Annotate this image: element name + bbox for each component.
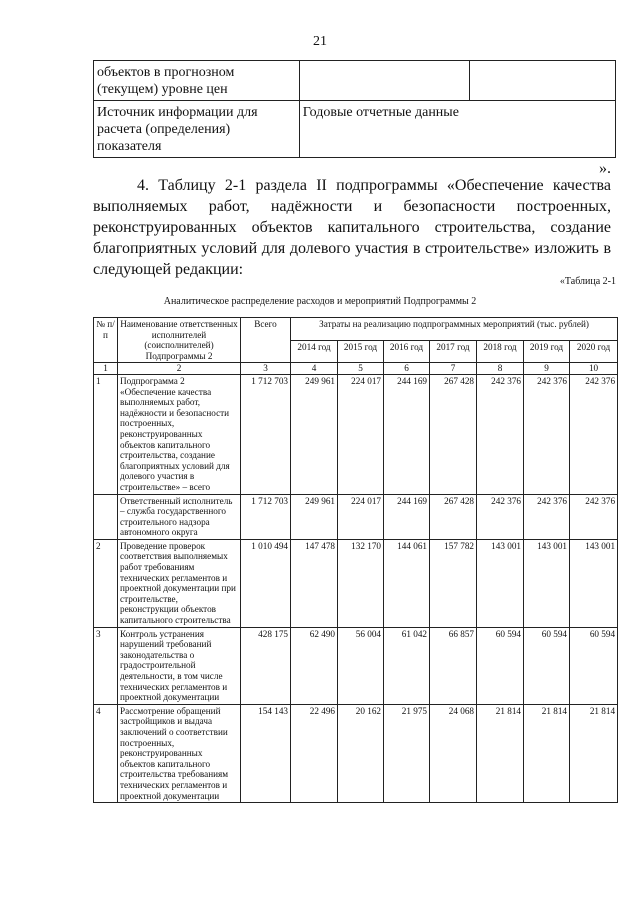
row-total: 154 143 (241, 704, 291, 802)
row-total: 1 010 494 (241, 539, 291, 627)
row-value: 147 478 (291, 539, 338, 627)
indicator-label: Источник информации для расчета (определения) показателя (94, 101, 300, 158)
row-name: Проведение проверок соответствия выполняемых работ требованиям технических регламентов и проектной документации при строительстве, реконструкции объектов капитального строительства (118, 539, 241, 627)
row-value: 21 814 (524, 704, 570, 802)
row-value: 249 961 (291, 374, 338, 494)
row-num: 1 (94, 374, 118, 494)
row-num: 3 (94, 627, 118, 704)
row-value: 61 042 (384, 627, 430, 704)
row-num: 4 (94, 704, 118, 802)
row-value: 157 782 (430, 539, 477, 627)
header-costs: Затраты на реализацию подпрограммных мероприятий (тыс. рублей) (291, 318, 618, 341)
row-value: 20 162 (338, 704, 384, 802)
row-value: 244 169 (384, 374, 430, 494)
row-value: 24 068 (430, 704, 477, 802)
column-index-row (94, 363, 618, 375)
table-label: «Таблица 2-1 (559, 276, 616, 287)
row-value: 21 975 (384, 704, 430, 802)
column-index: 10 (570, 363, 618, 375)
row-value: 21 814 (570, 704, 618, 802)
header-year: 2018 год (477, 340, 524, 363)
row-value: 244 169 (384, 494, 430, 539)
column-index: 6 (384, 363, 430, 375)
table-title: Аналитическое распределение расходов и мероприятий Подпрограммы 2 (163, 296, 477, 307)
row-value: 21 814 (477, 704, 524, 802)
page-number: 21 (313, 34, 327, 49)
row-value: 132 170 (338, 539, 384, 627)
column-index: 3 (241, 363, 291, 375)
table-row (94, 539, 618, 627)
row-value: 143 001 (570, 539, 618, 627)
header-year: 2014 год (291, 340, 338, 363)
row-value: 143 001 (477, 539, 524, 627)
header-total: Всего (241, 318, 291, 363)
row-value: 242 376 (477, 374, 524, 494)
row-value: 22 496 (291, 704, 338, 802)
row-value: 62 490 (291, 627, 338, 704)
table-row (94, 374, 618, 494)
row-value: 267 428 (430, 494, 477, 539)
row-value: 242 376 (477, 494, 524, 539)
row-value: 242 376 (524, 374, 570, 494)
header-year: 2020 год (570, 340, 618, 363)
header-year: 2017 год (430, 340, 477, 363)
amendment-paragraph: 4. Таблицу 2-1 раздела II подпрограммы «Обеспечение качества выполняемых работ, надёжности и безопасности построенных, реконструированных объектов капитального строительства, создание благоприятных условий для долевого участия в строительстве» изложить в следующей редакции: (93, 177, 611, 278)
row-value: 56 004 (338, 627, 384, 704)
row-value: 242 376 (570, 374, 618, 494)
closing-quote: ». (599, 160, 611, 177)
row-total: 1 712 703 (241, 494, 291, 539)
row-value: 242 376 (570, 494, 618, 539)
row-value: 249 961 (291, 494, 338, 539)
column-index: 7 (430, 363, 477, 375)
indicator-extra (470, 61, 616, 101)
row-total: 1 712 703 (241, 374, 291, 494)
row-name: Контроль устранения нарушений требований законодательства о градостроительной деятельности, в том числе технических регламентов и проектной документации (118, 627, 241, 704)
indicator-table (93, 60, 616, 158)
column-index: 8 (477, 363, 524, 375)
header-num: № п/п (94, 318, 118, 363)
header-year: 2019 год (524, 340, 570, 363)
column-index: 9 (524, 363, 570, 375)
row-value: 143 001 (524, 539, 570, 627)
column-index: 2 (118, 363, 241, 375)
row-name: Рассмотрение обращений застройщиков и выдача заключений о соответствии построенных, реконструированных объектов капитального строительства требованиям технических регламентов и проектной документации (118, 704, 241, 802)
row-value: 60 594 (524, 627, 570, 704)
header-name: Наименование ответственных исполнителей (соисполнителей) Подпрограммы 2 (118, 318, 241, 363)
column-index: 4 (291, 363, 338, 375)
row-value: 224 017 (338, 374, 384, 494)
indicator-label: объектов в прогнозном (текущем) уровне цен (94, 61, 300, 101)
column-index: 1 (94, 363, 118, 375)
header-year: 2016 год (384, 340, 430, 363)
table-row (94, 704, 618, 802)
row-value: 224 017 (338, 494, 384, 539)
indicator-value (299, 61, 470, 101)
row-name: Ответственный исполнитель – служба государственного строительного надзора автономного округа (118, 494, 241, 539)
row-num (94, 494, 118, 539)
row-value: 60 594 (477, 627, 524, 704)
row-value: 66 857 (430, 627, 477, 704)
expense-distribution-table (93, 317, 618, 803)
table-row (94, 494, 618, 539)
row-value: 60 594 (570, 627, 618, 704)
table-row (94, 101, 616, 158)
row-num: 2 (94, 539, 118, 627)
row-value: 267 428 (430, 374, 477, 494)
row-total: 428 175 (241, 627, 291, 704)
row-name: Подпрограмма 2 «Обеспечение качества выполняемых работ, надёжности и безопасности построенных, реконструированных объектов капитального строительства, создание благоприятных условий для долевого участия в строительстве» – всего (118, 374, 241, 494)
header-year: 2015 год (338, 340, 384, 363)
row-value: 144 061 (384, 539, 430, 627)
table-row (94, 61, 616, 101)
indicator-value: Годовые отчетные данные (299, 101, 615, 158)
row-value: 242 376 (524, 494, 570, 539)
table-row (94, 627, 618, 704)
column-index: 5 (338, 363, 384, 375)
header-row (94, 318, 618, 341)
